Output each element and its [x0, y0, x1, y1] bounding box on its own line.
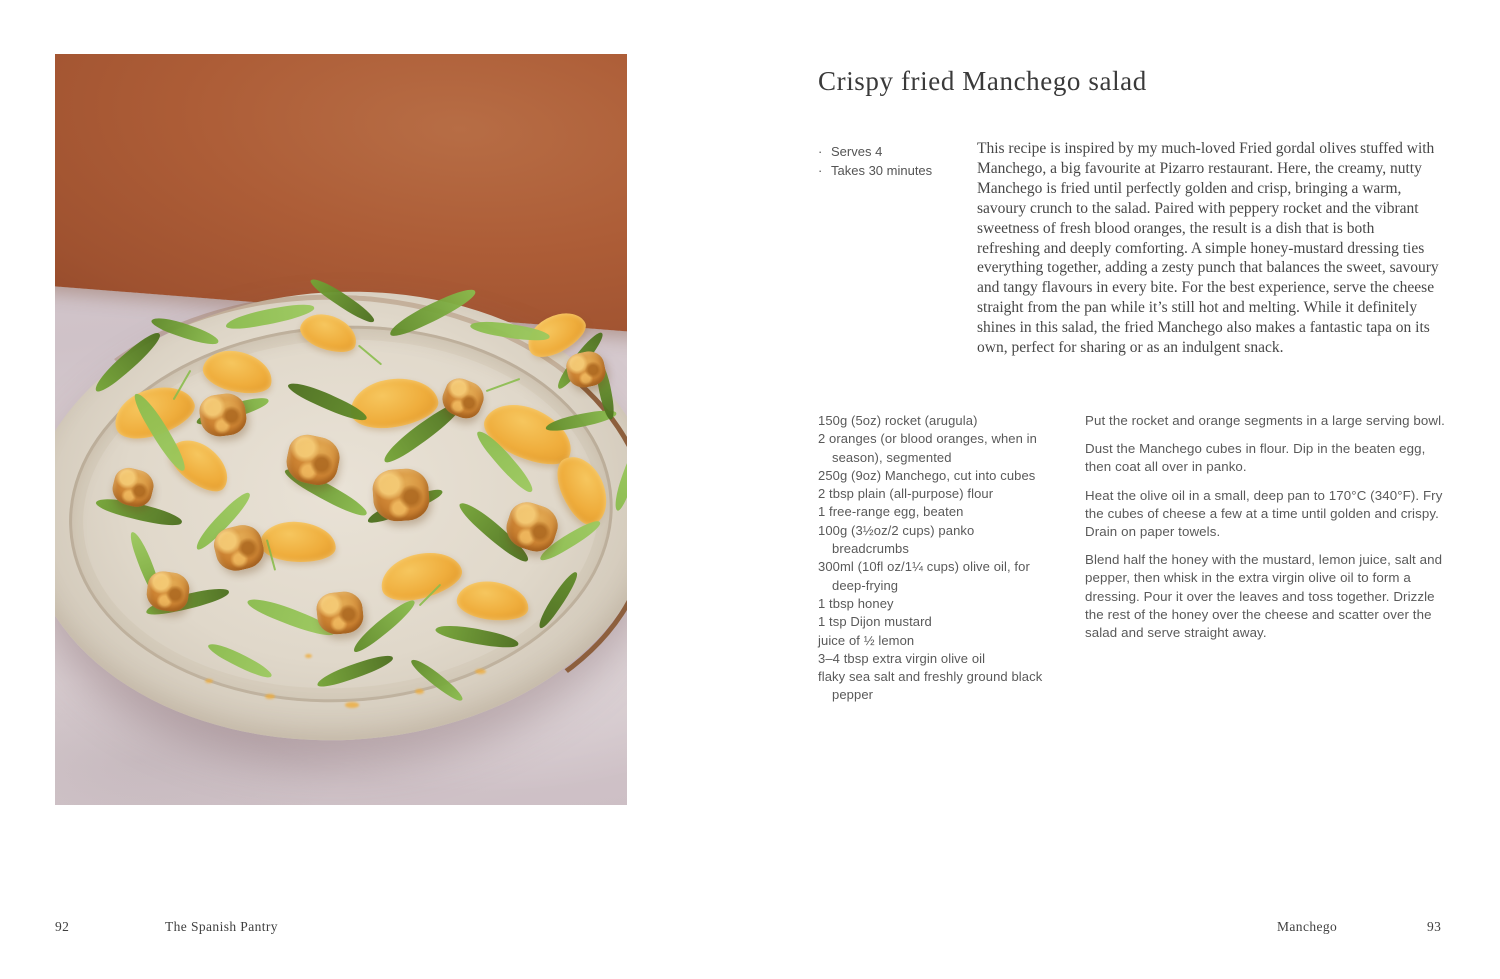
left-running-footer: The Spanish Pantry [165, 919, 278, 934]
ingredient-item: 2 tbsp plain (all-purpose) flour [818, 486, 994, 502]
ingredients-list [818, 412, 1050, 705]
recipe-title: Crispy fried Manchego salad [818, 66, 1147, 97]
bullet-icon: · [818, 163, 823, 178]
ingredient-item: 150g (5oz) rocket (arugula) [818, 413, 978, 428]
meta-item-label: Serves 4 [831, 144, 883, 159]
dressing-drip [265, 694, 275, 699]
method-step: Blend half the honey with the mustard, lemon juice, salt and pepper, then whisk in the extra virgin olive oil to form a dressing. Pour it over the leaves and toss together. Drizzle the rest of the honey over the cheese and scatter over the salad and serve straight away. [1085, 552, 1443, 641]
right-page-number: 93 [1427, 919, 1442, 934]
orange-segment [376, 545, 466, 608]
ingredient-item: 250g (9oz) Manchego, cut into cubes [818, 467, 1036, 483]
dressing-drip [475, 669, 486, 674]
ingredient-item: flaky sea salt and freshly ground black pepper [818, 669, 1043, 703]
recipe-intro-paragraph: This recipe is inspired by my much-loved Fried gordal olives stuffed with Manchego, a big favourite at Pizarro restaurant. Here, the creamy, nutty Manchego is fried until perfectly golden and crisp, bringing a warm, savoury crunch to the salad. Paired with peppery rocket and the vibrant sweetness of fresh blood oranges, the result is a dish that is both refreshing and deeply comforting. A simple honey-mustard dressing ties everything together, adding a zesty punch that balances the sweet, savoury and tangy flavours in every bite. For the best experience, serve the cheese straight from the pan while it’s still hot and melting. While it definitely shines in this salad, the fried Manchego also makes a fantastic tapa on its own, perfect for sharing or as an indulgent snack. [977, 140, 1439, 357]
meta-item [818, 161, 968, 180]
recipe-meta [818, 142, 968, 180]
dressing-drip [415, 689, 424, 694]
dressing-drip [205, 679, 213, 683]
ingredient-item: 1 free-range egg, beaten [818, 504, 964, 520]
dressing-drip [305, 654, 312, 658]
rocket-leaf [206, 638, 274, 682]
ingredient-item: 100g (3½oz/2 cups) panko breadcrumbs [818, 522, 975, 557]
method-step: Put the rocket and orange segments in a large serving bowl. [1085, 413, 1445, 428]
right-running-footer: Manchego [1277, 919, 1338, 934]
meta-item-label: Takes 30 minutes [831, 163, 933, 178]
ingredient-item: 300ml (10fl oz/1¼ cups) olive oil, for deep-frying [818, 559, 1030, 593]
ingredient-item: 2 oranges (or blood oranges, when in season), segmented [818, 431, 1037, 465]
leaf-stem [486, 378, 521, 392]
rocket-leaf [315, 652, 395, 690]
bullet-icon: · [818, 144, 823, 159]
recipe-photo [55, 54, 627, 805]
rocket-leaf [150, 312, 221, 349]
leaf-stem [358, 345, 382, 366]
orange-segment [296, 307, 362, 359]
left-page-number: 92 [55, 919, 70, 934]
method-step: Dust the Manchego cubes in flour. Dip in the beaten egg, then coat all over in panko. [1085, 441, 1426, 475]
orange-segment [455, 577, 532, 625]
method-steps [1085, 412, 1445, 652]
ingredient-item: juice of ½ lemon [818, 632, 915, 648]
rocket-leaf [434, 620, 519, 652]
rocket-leaf [610, 448, 627, 512]
rocket-leaf [409, 655, 466, 705]
ingredient-item: 3–4 tbsp extra virgin olive oil [818, 650, 986, 666]
ingredient-item: 1 tbsp honey [818, 595, 894, 611]
orange-segment [199, 344, 277, 400]
rocket-leaf [534, 570, 582, 631]
ingredient-item: 1 tsp Dijon mustard [818, 614, 932, 630]
fried-manchego-cube [371, 467, 430, 522]
fried-manchego-cube [197, 391, 248, 439]
rocket-leaf [90, 329, 165, 396]
meta-item [818, 142, 968, 161]
salad-food-arrangement [55, 54, 627, 805]
dressing-drip [345, 702, 359, 708]
method-step: Heat the olive oil in a small, deep pan to 170°C (340°F). Fry the cubes of cheese a few at a time until golden and crispy. Drain on paper towels. [1085, 487, 1443, 540]
rocket-leaf [386, 285, 479, 341]
